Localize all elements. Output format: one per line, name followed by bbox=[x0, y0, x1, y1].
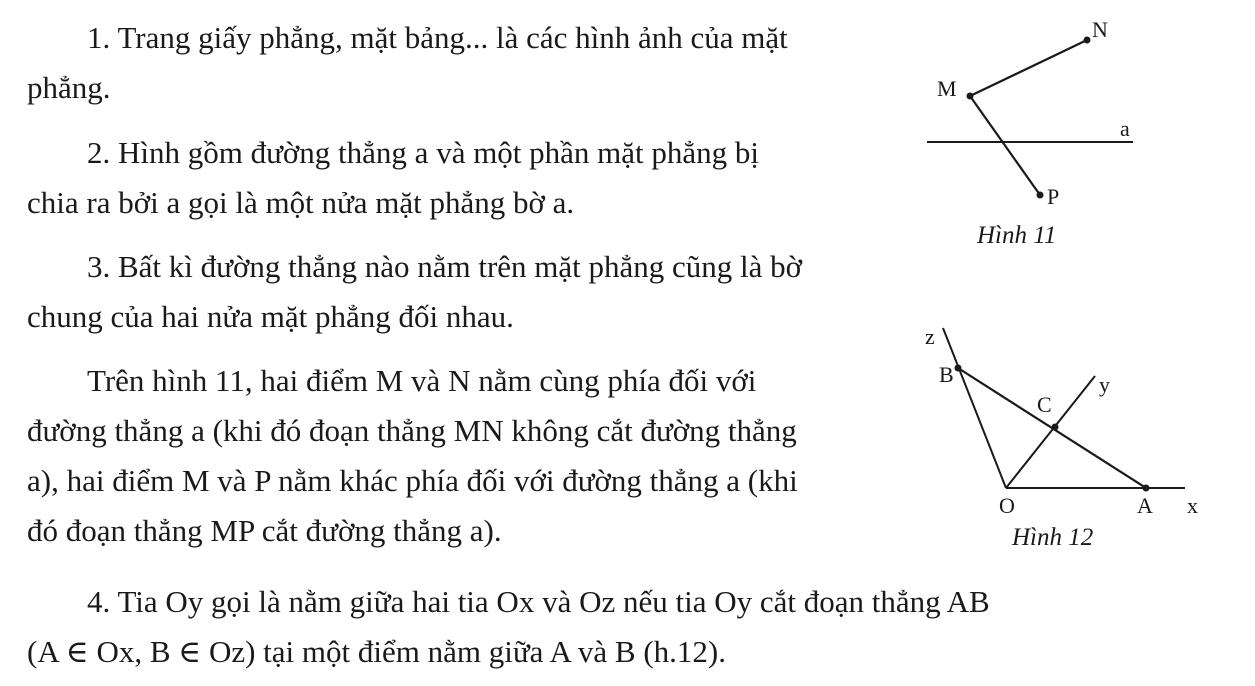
label-z: z bbox=[925, 324, 935, 349]
ray-oz bbox=[943, 328, 1006, 488]
paragraph-5-line-2: (A ∈ Ox, B ∈ Oz) tại một điểm nằm giữa A và B (h.12). bbox=[27, 634, 726, 669]
paragraph-1-line-1: 1. Trang giấy phẳng, mặt bảng... là các hình ảnh của mặt bbox=[87, 20, 788, 55]
point-p bbox=[1037, 192, 1044, 199]
figure-11-diagram bbox=[915, 10, 1145, 220]
figure-12 bbox=[915, 320, 1215, 560]
paragraph-5-line-1: 4. Tia Oy gọi là nằm giữa hai tia Ox và Oz nếu tia Oy cắt đoạn thẳng AB bbox=[87, 584, 990, 619]
point-a bbox=[1143, 485, 1150, 492]
label-b: B bbox=[939, 362, 954, 387]
figure-11-caption: Hình 11 bbox=[977, 222, 1057, 249]
point-n bbox=[1084, 37, 1091, 44]
figure-12-caption: Hình 12 bbox=[1012, 524, 1094, 551]
point-b bbox=[955, 365, 962, 372]
label-c: C bbox=[1037, 392, 1052, 417]
paragraph-2-line-1: 2. Hình gồm đường thẳng a và một phần mặt phẳng bị bbox=[87, 135, 760, 170]
paragraph-4-line-3: a), hai điểm M và P nằm khác phía đối với đường thẳng a (khi bbox=[27, 463, 798, 498]
paragraph-4-line-4: đó đoạn thẳng MP cắt đường thẳng a). bbox=[27, 513, 502, 548]
paragraph-4-line-2: đường thẳng a (khi đó đoạn thẳng MN không cắt đường thẳng bbox=[27, 413, 797, 448]
paragraph-3 bbox=[27, 242, 897, 342]
paragraph-4-line-1: Trên hình 11, hai điểm M và N nằm cùng phía đối với bbox=[87, 363, 757, 398]
segment-mn bbox=[970, 40, 1087, 96]
figure-12-diagram bbox=[915, 320, 1215, 520]
segment-mp bbox=[970, 96, 1040, 195]
paragraph-3-line-1: 3. Bất kì đường thẳng nào nằm trên mặt phẳng cũng là bờ bbox=[87, 249, 803, 284]
paragraph-5 bbox=[27, 577, 1192, 677]
paragraph-2 bbox=[27, 128, 897, 228]
point-m bbox=[967, 93, 974, 100]
paragraph-2-line-2: chia ra bởi a gọi là một nửa mặt phẳng bờ a. bbox=[27, 185, 575, 220]
label-x: x bbox=[1187, 493, 1198, 518]
point-c bbox=[1052, 424, 1059, 431]
paragraph-1 bbox=[27, 13, 897, 113]
figure-11 bbox=[915, 10, 1145, 250]
paragraph-3-line-2: chung của hai nửa mặt phẳng đối nhau. bbox=[27, 299, 514, 334]
label-p: P bbox=[1047, 184, 1060, 209]
paragraph-4 bbox=[27, 356, 897, 556]
paragraph-1-line-2: phẳng. bbox=[27, 70, 111, 105]
label-o: O bbox=[999, 493, 1015, 518]
label-m: M bbox=[937, 76, 957, 101]
label-y: y bbox=[1099, 372, 1110, 397]
label-a: a bbox=[1120, 116, 1130, 141]
label-a: A bbox=[1137, 493, 1153, 518]
label-n: N bbox=[1092, 17, 1108, 42]
